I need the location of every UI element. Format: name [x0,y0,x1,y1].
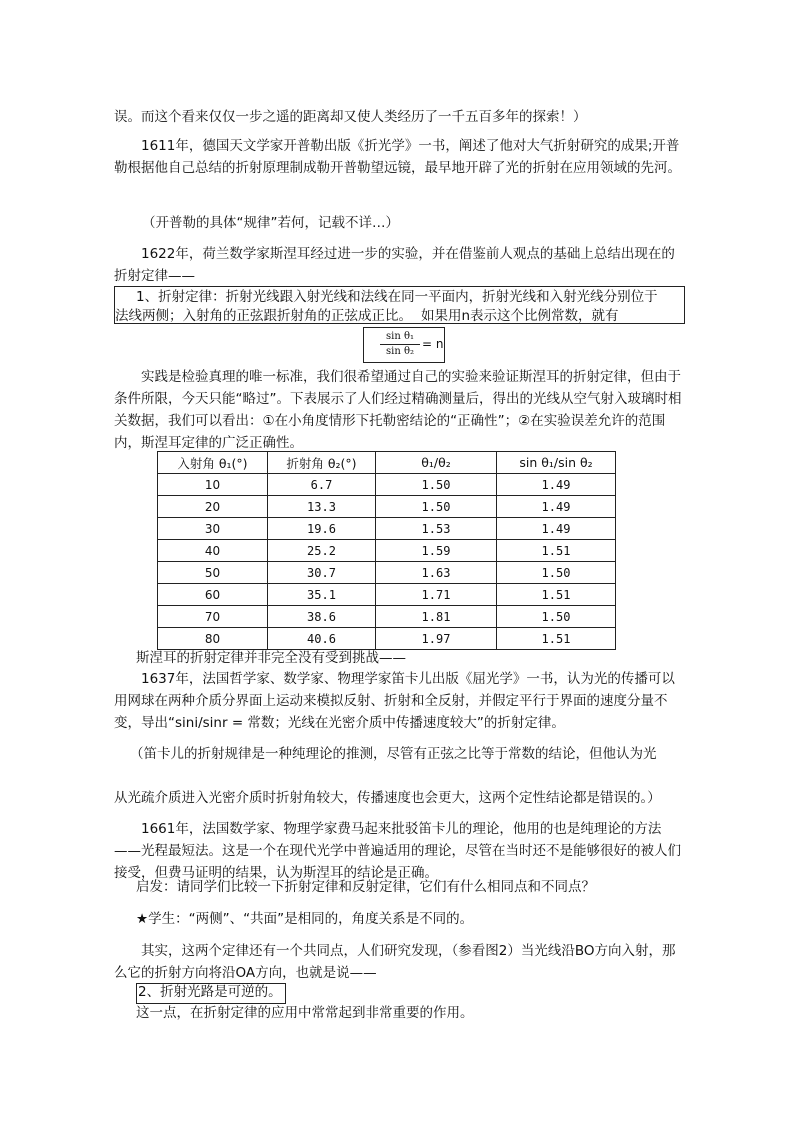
table-cell: 1.71 [376,584,497,606]
paragraph-reversibility: 其实，这两个定律还有一个共同点，人们研究发现，（参看图2）当光线沿BO方向入射，那么它的折射方向将沿OA方向，也就是说—— [114,943,676,981]
table-cell: 1.49 [497,518,616,540]
formula-rhs: = n [422,337,444,351]
table-row [158,496,616,518]
table-row [158,540,616,562]
table-cell: 1.97 [376,628,497,650]
law1-continuation: 如果用n表示这个比例常数，就有 [421,308,619,324]
table-cell: 30.7 [268,562,376,584]
table-row [158,606,616,628]
snell-formula [363,327,445,363]
table-cell: 35.1 [268,584,376,606]
table-cell: 1.49 [497,474,616,496]
table-cell: 13.3 [268,496,376,518]
table-header: 入射角 θ₁(°) [158,452,268,474]
table-cell: 6.7 [268,474,376,496]
law2-text: 2、折射光路是可逆的。 [138,984,282,1000]
paragraph-inspiration: 启发：请同学们比较一下折射定律和反射定律，它们有什么相同点和不同点？ [136,879,595,895]
paragraph-fermat: 1661年，法国数学家、物理学家费马起来批驳笛卡儿的理论，他用的也是纯理论的方法——光程最短法。这是一个在现代光学中普遍适用的理论，尽管在当时还不是能够很好的被人们接受，但费马证明的结果，认为斯涅耳的结论是正确。 [114,821,681,881]
law1-line2: 法线两侧；入射角的正弦跟折射角的正弦成正比。 [115,308,412,324]
table-cell: 38.6 [268,606,376,628]
table-row [158,474,616,496]
table-row [158,584,616,606]
table-cell: 1.50 [497,606,616,628]
table-cell: 60 [158,584,268,606]
table-cell: 1.51 [497,628,616,650]
table-cell: 1.59 [376,540,497,562]
table-header: θ₁/θ₂ [376,452,497,474]
table-cell: 1.63 [376,562,497,584]
table-header-row [158,452,616,474]
table-cell: 40.6 [268,628,376,650]
law1-line1: 1、折射定律：折射光线跟入射光线和法线在同一平面内，折射光线和入射光线分别位于 [136,289,658,305]
table-cell: 30 [158,518,268,540]
paragraph-descartes-note-2: 从光疏介质进入光密介质时折射角较大，传播速度也会更大，这两个定性结论都是错误的。） [114,790,661,806]
paragraph-challenge: 斯涅耳的折射定律并非完全没有受到挑战—— [136,650,406,666]
table-cell: 25.2 [268,540,376,562]
formula-fraction [380,330,420,359]
table-cell: 10 [158,474,268,496]
table-cell: 20 [158,496,268,518]
table-cell: 19.6 [268,518,376,540]
paragraph-descartes: 1637年，法国哲学家、数学家、物理学家笛卡儿出版《屈光学》一书，认为光的传播可以用网球在两种介质分界面上运动来模拟反射、折射和全反射，并假定平行于界面的速度分量不变，导出“sini/sinr = 常数；光线在光密介质中传播速度较大”的折射定律。 [114,671,675,731]
paragraph-descartes-note-1: （笛卡儿的折射规律是一种纯理论的推测，尽管有正弦之比等于常数的结论，但他认为光 [130,746,657,762]
paragraph-intro-end: 误。而这个看来仅仅一步之遥的距离却又使人类经历了一千五百多年的探索！） [114,109,587,125]
table-cell: 50 [158,562,268,584]
table-header: 折射角 θ₂(°) [268,452,376,474]
table-cell: 1.50 [376,474,497,496]
table-cell: 70 [158,606,268,628]
paragraph-student-answer: ★学生：“两侧”、“共面”是相同的，角度关系是不同的。 [136,911,474,927]
table-cell: 80 [158,628,268,650]
paragraph-kepler: 1611年，德国天文学家开普勒出版《折光学》一书，阐述了他对大气折射研究的成果;开普勒根据他自己总结的折射原理制成勒开普勒望远镜，最早地开辟了光的折射在应用领域的先河。 [114,138,681,176]
formula-denominator: sin θ₂ [386,346,414,357]
formula-numerator: sin θ₁ [380,330,420,345]
table-cell: 1.53 [376,518,497,540]
table-cell: 40 [158,540,268,562]
refraction-data-table [157,451,616,650]
paragraph-kepler-note: （开普勒的具体“规律”若何，记载不详…） [142,215,399,231]
table-cell: 1.81 [376,606,497,628]
table-cell: 1.49 [497,496,616,518]
table-row [158,518,616,540]
paragraph-snell: 1622年，荷兰数学家斯涅耳经过进一步的实验，并在借鉴前人观点的基础上总结出现在的折射定律—— [114,246,675,284]
paragraph-practice: 实践是检验真理的唯一标准，我们很希望通过自己的实验来验证斯涅耳的折射定律，但由于条件所限，今天只能“略过”。下表展示了人们经过精确测量后，得出的光线从空气射入玻璃时相关数据，我们可以看出：①在小角度情形下托勒密结论的“正确性”；②在实验误差允许的范围内，斯涅耳定律的广泛正确性。 [114,369,682,451]
table-cell: 1.50 [376,496,497,518]
table-cell: 1.51 [497,584,616,606]
table-cell: 1.50 [497,562,616,584]
table-row [158,562,616,584]
table-header: sin θ₁/sin θ₂ [497,452,616,474]
paragraph-conclusion: 这一点，在折射定律的应用中常常起到非常重要的作用。 [136,1005,474,1021]
table-cell: 1.51 [497,540,616,562]
